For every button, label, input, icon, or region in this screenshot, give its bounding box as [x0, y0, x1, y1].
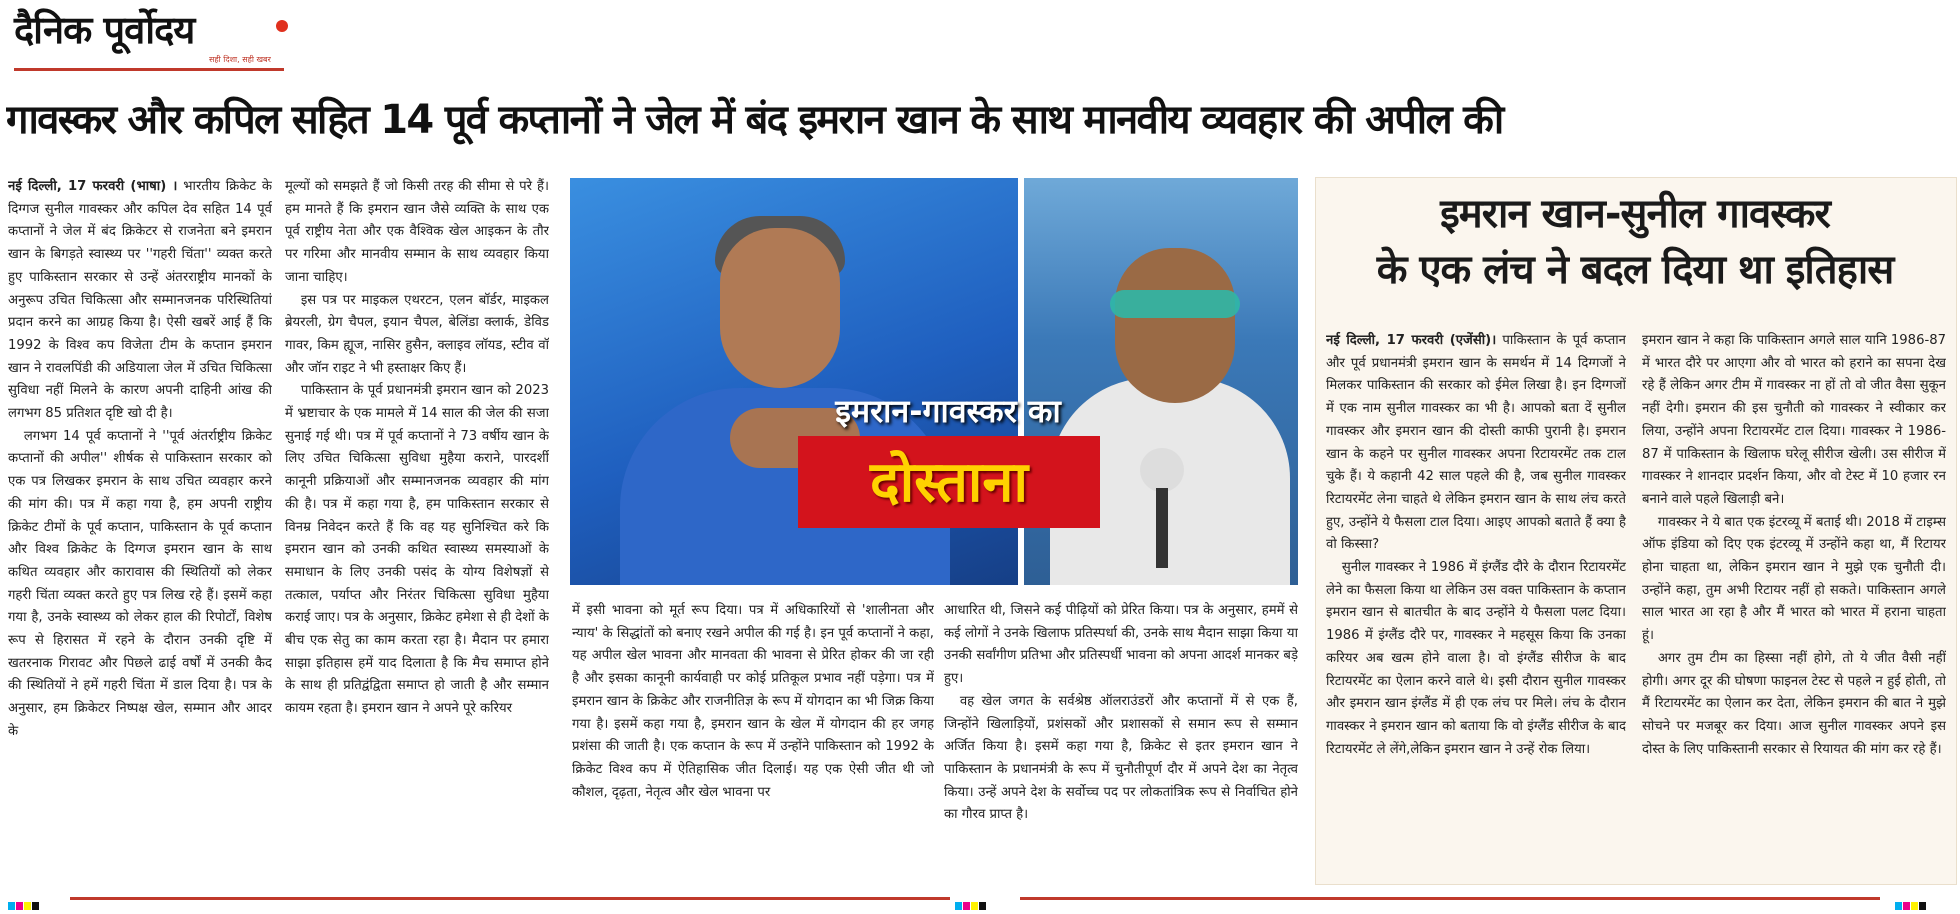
story-paragraph: में इसी भावना को मूर्त रूप दिया। पत्र में अधिकारियों से 'शालीनता और न्याय' के सिद्धांतों को बनाए रखने अपील की गई है। इन पूर्व कप्तानों ने कहा, यह अपील खेल भावना और मानवता की भावना से प्रेरित होकर की जा रही है और इसका कानूनी कार्यवाही पर कोई प्रतिकूल प्रभाव नहीं पड़ेगा। पत्र में इमरान खान के क्रिकेट और राजनीतिज्ञ के रूप में योगदान का भी जिक्र किया गया है। इसमें कहा गया है, इमरान खान के खेल में योगदान की हर जगह प्रशंसा की जाती है। एक कप्तान के रूप में उन्होंने पाकिस्तान को 1992 के क्रिकेट विश्व कप में ऐतिहासिक जीत दिलाई। यह एक ऐसी जीत थी जो कौशल, दृढ़ता, नेतृत्व और खेल भावना पर [572, 603, 934, 800]
story-column-2 [285, 176, 549, 876]
masthead-dot-icon [276, 20, 288, 32]
story-photo [570, 178, 1298, 585]
sidebar-paragraph: इमरान खान ने कहा कि पाकिस्तान अगले साल यानि 1986-87 में भारत दौरे पर आएगा और वो भारत को हराने का सपना देख रहे हैं लेकिन अगर टीम में गावस्कर ना हों तो वो जीत वैसा सुकून नहीं देगी। इमरान की इस चुनौती को गावस्कर ने स्वीकार कर लिया, उन्होंने अपना रिटायरमेंट टाल दिया। गावस्कर ने 1986-87 में पाकिस्तान के खिलाफ घरेलू सीरीज खेली। उस सीरीज में गावस्कर ने शानदार प्रदर्शन किया, और वो टेस्ट में 10 हजार रन बनाने वाले पहले खिलाड़ी बने। [1642, 333, 1946, 507]
sidebar-paragraph: गावस्कर ने ये बात एक इंटरव्यू में बताई थी। 2018 में टाइम्स ऑफ इंडिया को दिए एक इंटरव्यू में उन्होंने कहा था, मैं रिटायर होना चाहता था, लेकिन इमरान खान ने मुझे एक चुनौती दी। उन्होंने कहा, तुम अभी रिटायर नहीं हो सकते। पाकिस्तान अगले साल भारत आ रहा है और मैं भारत को भारत में हराना चाहता हूं। [1642, 514, 1946, 644]
story-paragraph: वह खेल जगत के सर्वश्रेष्ठ ऑलराउंडरों और कप्तानों में से एक हैं, जिन्होंने खिलाड़ियों, प्रशंसकों और प्रशासकों से समान रूप से सम्मान अर्जित किया है। इसमें कहा गया है, क्रिकेट से इतर इमरान खान ने पाकिस्तान के प्रधानमंत्री के रूप में चुनौतीपूर्ण दौर में अपने देश का नेतृत्व किया। उन्हें अपने देश के सर्वोच्च पद पर लोकतांत्रिक रूप से निर्वाचित होने का गौरव प्राप्त है। [944, 693, 1298, 823]
story-paragraph: नई दिल्ली, 17 फरवरी (भाषा) । भारतीय क्रिकेट के दिग्गज सुनील गावस्कर और कपिल देव सहित 14 पूर्व कप्तानों ने जेल में बंद क्रिकेटर से राजनेता बने इमरान खान के बिगड़ते स्वास्थ्य पर ''गहरी चिंता'' व्यक्त करते हुए पाकिस्तान सरकार से उन्हें अंतरराष्ट्रीय मानकों के अनुरूप उचित चिकित्सा और सम्मानजनक परिस्थितियां प्रदान करने का आग्रह किया है। ऐसी खबरें आई हैं कि 1992 के विश्व कप विजेता टीम के कप्तान इमरान खान ने रावलपिंडी की अडियाला जेल में उचित चिकित्सा सुविधा नहीं मिलने के कारण अपनी दाहिनी आंख की लगभग 85 प्रतिशत दृष्टि खो दी है। [8, 179, 272, 422]
sidebar-column-2 [1642, 330, 1946, 875]
sidebar-dateline: नई दिल्ली, 17 फरवरी (एजेंसी)। [1326, 333, 1497, 348]
sidebar-title-line1: इमरान खान-सुनील गावस्कर [1440, 191, 1830, 237]
story-column-3 [572, 600, 934, 876]
masthead [14, 8, 284, 70]
story-column-1 [8, 176, 272, 876]
sidebar-title-line2: के एक लंच ने बदल दिया था इतिहास [1376, 247, 1894, 293]
story-column-4 [944, 600, 1298, 876]
bottom-rule-left [70, 897, 950, 900]
registration-marks-right [1895, 895, 1927, 903]
sidebar-paragraph: सुनील गावस्कर ने 1986 में इंग्लैंड दौरे के दौरान रिटायरमेंट लेने का फैसला किया था लेकिन उस वक्त पाकिस्तान के कप्तान इमरान खान से बातचीत के बाद उन्होंने ये फैसला पलट दिया। 1986 में इंग्लैंड दौरे पर, गावस्कर ने महसूस किया कि उनका करियर अब खत्म होने वाला है। वो इंग्लैंड सीरीज के बाद रिटायरमेंट का ऐलान करने वाले थे। इसी दौरान सुनील गावस्कर और इमरान खान इंग्लैंड में ही एक लंच पर मिले। लंच के दौरान गावस्कर ने इमरान खान को बताया कि वो इंग्लैंड सीरीज के बाद रिटायरमेंट ले लेंगे,लेकिन इमरान खान ने उन्हें रोक लिया। [1326, 560, 1626, 757]
story-paragraph: लगभग 14 पूर्व कप्तानों ने ''पूर्व अंतर्राष्ट्रीय क्रिकेट कप्तानों की अपील'' शीर्षक से पाकिस्तान सरकार को एक पत्र लिखकर इमरान के साथ उचित व्यवहार करने की मांग की। पत्र में कहा गया है, हम अपनी राष्ट्रीय क्रिकेट टीमों के पूर्व कप्तान, पाकिस्तान के पूर्व कप्तान और विश्व क्रिकेट के दिग्गज इमरान खान के साथ कथित व्यवहार और कारावास की स्थितियों को लेकर गहरी चिंता व्यक्त करते हुए पत्र लिख रहे हैं। इसमें कहा गया है, उनके स्वास्थ्य को लेकर हाल की रिपोर्टों, विशेष रूप से हिरासत में रहने के दौरान उनकी दृष्टि में खतरनाक गिरावट और पिछले ढाई वर्षों में उनकी कैद की स्थितियों ने हमें गहरी चिंता में डाल दिया है। पत्र के अनुसार, हम क्रिकेटर निष्पक्ष खेल, सम्मान और आदर के [8, 428, 272, 739]
story-dateline: नई दिल्ली, 17 फरवरी (भाषा) । [8, 179, 178, 194]
story-paragraph: इस पत्र पर माइकल एथरटन, एलन बॉर्डर, माइकल ब्रेयरली, ग्रेग चैपल, इयान चैपल, बेलिंडा क्लार्क, डेविड गावर, किम ह्यूज, नासिर हुसैन, क्लाइव लॉयड, स्टीव वॉ और जॉन राइट ने भी हस्ताक्षर किए हैं। [285, 292, 549, 376]
photo-caption-line1: इमरान-गावस्कर का [835, 392, 1061, 430]
registration-marks-left [8, 895, 40, 903]
sidebar-paragraph: नई दिल्ली, 17 फरवरी (एजेंसी)। पाकिस्तान के पूर्व कप्तान और पूर्व प्रधानमंत्री इमरान खान के समर्थन में 14 दिग्गजों ने मिलकर पाकिस्तान की सरकार को ईमेल लिखा है। इन दिग्गजों में एक नाम सुनील गावस्कर का भी है। आपको बता दें सुनील गावस्कर और इमरान खान की दोस्ती काफी पुरानी है। इमरान खान के कहने पर सुनील गावस्कर अपना रिटायरमेंट तक टाल चुके हैं। ये कहानी 42 साल पहले की है, जब सुनील गावस्कर रिटायरमेंट लेना चाहते थे लेकिन इमरान खान के साथ लंच करते हुए, उन्होंने ये फैसला टाल दिया। आइए आपको बताते हैं क्या है वो किस्सा? [1326, 333, 1626, 553]
sidebar-paragraph: अगर तुम टीम का हिस्सा नहीं होगे, तो ये जीत वैसी नहीं होगी। अगर दूर की घोषणा फाइनल टेस्ट से पहले न हुई होती, तो मैं रिटायरमेंट का ऐलान कर देता, लेकिन इमरान की बात ने मुझे सोचने पर मजबूर कर दिया। आज सुनील गावस्कर अपने इस दोस्त के लिए पाकिस्तानी सरकार से रियायत की मांग कर रहे हैं। [1642, 650, 1946, 757]
story-paragraph: आधारित थी, जिसने कई पीढ़ियों को प्रेरित किया। पत्र के अनुसार, हममें से कई लोगों ने उनके खिलाफ प्रतिस्पर्धा की, उनके साथ मैदान साझा किया या उनकी सर्वांगीण प्रतिभा और प्रतिस्पर्धी भावना को अपना आदर्श मानकर बड़े हुए। [944, 603, 1298, 687]
registration-marks-center [955, 895, 987, 903]
main-headline: गावस्कर और कपिल सहित 14 पूर्व कप्तानों ने जेल में बंद इमरान खान के साथ मानवीय व्यवहार की अपील की [6, 97, 1503, 143]
newspaper-name: दैनिक पूर्वोदय [14, 8, 195, 52]
story-paragraph: मूल्यों को समझते हैं जो किसी तरह की सीमा से परे हैं। हम मानते हैं कि इमरान खान जैसे व्यक्ति के साथ एक पूर्व राष्ट्रीय नेता और एक वैश्विक खेल आइकन के तौर पर गरिमा और मानवीय सम्मान के साथ व्यवहार किया जाना चाहिए। [285, 179, 549, 285]
bottom-rule-right [1020, 897, 1880, 900]
masthead-rule [14, 68, 284, 71]
story-paragraph: पाकिस्तान के पूर्व प्रधानमंत्री इमरान खान को 2023 में भ्रष्टाचार के एक मामले में 14 साल की जेल की सजा सुनाई गई थी। पत्र में पूर्व कप्तानों ने 73 वर्षीय खान के लिए उचित चिकित्सा सुविधा मुहैया कराने, पारदर्शी कानूनी प्रक्रियाओं और सम्मानजनक व्यवहार की मांग की है। पत्र में कहा गया है, हम पाकिस्तान सरकार से विनम्र निवेदन करते हैं कि वह यह सुनिश्चित करे कि इमरान खान को उनकी कथित स्वास्थ्य समस्याओं के समाधान के लिए उनकी पसंद के योग्य विशेषज्ञों से तत्काल, पर्याप्त और निरंतर चिकित्सा सुविधा मुहैया कराई जाए। पत्र के अनुसार, क्रिकेट हमेशा से ही देशों के बीच एक सेतु का काम करता रहा है। मैदान पर हमारा साझा इतिहास हमें याद दिलाता है कि मैच समाप्त होने के साथ ही प्रतिद्वंद्विता समाप्त हो जाती है और सम्मान कायम रहता है। इमरान खान ने अपने पूरे करियर [285, 383, 549, 717]
sidebar-title [1315, 186, 1955, 298]
sidebar-column-1 [1326, 330, 1626, 875]
microphone-icon [1140, 448, 1184, 492]
photo-caption-line2: दोस्ताना [869, 450, 1029, 515]
newspaper-tagline: सही दिशा, सही खबर [209, 55, 271, 64]
